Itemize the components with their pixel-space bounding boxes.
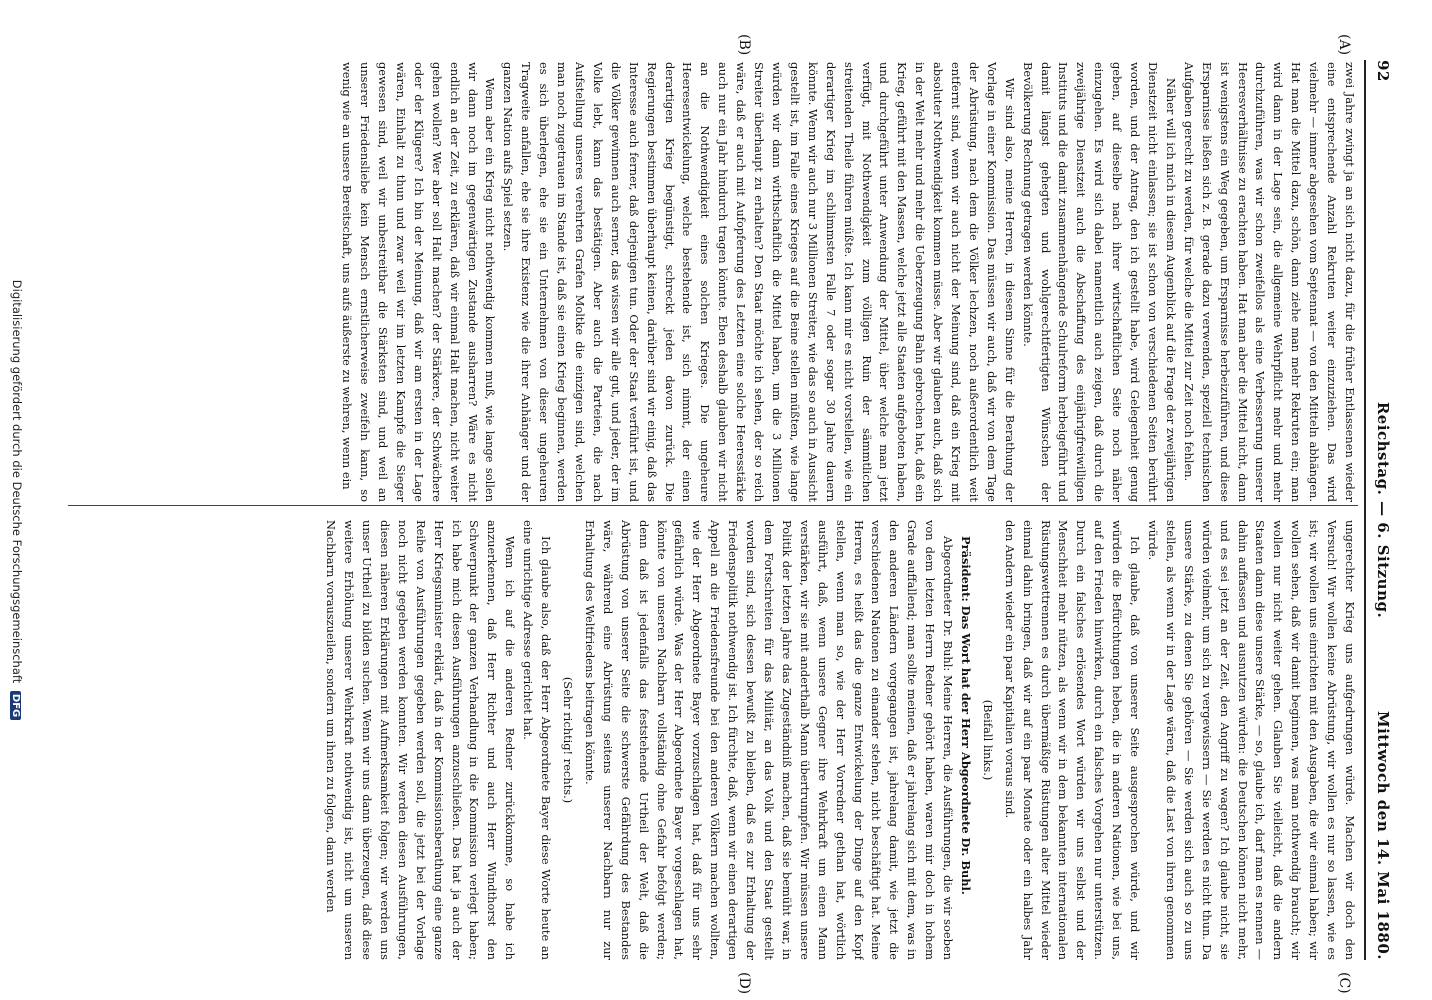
digitization-footer <box>2 0 24 1000</box>
paragraph: Ich glaube, daß von unserer Seite ausgesprochen würde, und wir würden die Befürchtungen heben, die in anderen Nationen, wie bei uns, auf den Frieden hinwirken, durch ein falsches Vorgehen nur unterstützen. Durch ein falsches erlösendes Wort würden wir uns selbst und der Menschheit mehr nützen, als wenn wir in dem bekannten internationalen Rüstungswettrennen es durch übermäßige Rüstungen alter Mittel wieder einmal dahin bringen, daß wir auf ein paar Monate oder ein halbes Jahr den Andern wieder ein paar Kapitalien voraus sind. <box>1002 520 1143 960</box>
interjection: (Beifall links.) <box>980 699 995 781</box>
paragraph: ungerechter Krieg uns aufgedrungen würde. Machen wir doch den Versuch! Wir wollen keine Abrüstung, wir wollen es nur so lassen, wie es ist; wir wollen uns einrichten mit den Ausgaben, die wir einmal haben; wir wollen sehen, daß wir damit beginnen, was man nothwendig braucht; wir wollen nur nicht weiter gehen. Glauben Sie vielleicht, daß die andern Staaten dann diese unsere Stärke, — so, glaube ich, darf man es nennen — dahin auffassen und ausnutzen würden: die Deutschen können nicht mehr, und es sei jetzt an der Zeit, den Angriff zu wagen? Ich glaube nicht, sie würden vielmehr, um sich zu vergewissern — Sie werden es nicht thun. Da unsere Stärke, zu denen Sie gehören — Sie werden sich auch so zu uns stellen, als wenn wir in der Lage wären, daß die Last von ihren genommen würde. <box>1146 520 1357 960</box>
paragraph: Abgeordneter Dr. Buhl: Meine Herren, die Ausführungen, die wir soeben von dem letzten Herrn Redner gehört haben, waren mir doch in hohem Grade auffallend; man sollte meinen, daß er jahrelang sich mit dem, was in den anderen Ländern vorgegangen ist, jahrelang damit, wie jetzt die verschiedenen Nationen zu einander stehen, nicht beschäftigt hat. Meine Herren, es heißt das die ganze Entwickelung der Dinge auf den Kopf stellen, wenn man so, wie der Herr Vorredner gethan hat, wörtlich ausführt, daß, wenn unsere Gegner ihre Wehrkraft um einen Mann verstärken, wir sie mit anderthalb Mann übertrumpfen. Wir müssen unsere Politik der letzten Jahre das Zugeständniß machen, daß sie bemüht war, in dem Fortschreiten für das Militär, an das Volk und den Staat gestellt worden sind, sich dessen bewußt zu bleiben, daß es zur Erhaltung der Friedenspolitik nothwendig ist. Ich fürchte, daß, wenn wir einen derartigen Appell an die Friedensfreunde bei den anderen Völkern machen wollten, wie der Herr Abgeordnete Bayer vorzuschlagen hat, daß für uns sehr gefährlich würde. Was der Herr Abgeordnete Bayer vorgeschlagen hat, könnte von unseren Nachbarn vollständig ohne Gefahr befolgt werden; denn daß ist jedenfalls das feststehende Urtheil der Welt, daß die Abrüstung von unserer Seite die schwerste Gefährdung des Bestandes wäre, während eine Abrüstung seitens unserer Nachbarn nur zur Erhaltung des Weltfriedens beitragen könnte. <box>582 520 956 960</box>
header-rule <box>1364 60 1366 960</box>
paragraph: Wir sind also, meine Herren, in diesem Sinne für die Berathung der Vorlage in einer Kommission. Das müssen wir auch, daß wir von dem Tage der Abrüstung, nach dem die Völker lechzen, noch außerordentlich weit entfernt sind, wenn wir auch nicht der Meinung sind, daß ein Krieg mit absoluter Nothwendigkeit kommen müsse. Aber wir glauben auch, daß sich in der Welt mehr und mehr die Ueberzeugung Bahn gebrochen hat, daß ein Krieg, geführt mit den Massen, welche jetzt alle Staaten aufgeboten haben, und durchgeführt unter Anwendung der Mittel, über welche man jetzt verfügt, mit Nothwendigkeit zum völligen Ruin der sämmtlichen streitenden Theile führen müßte. Ich kann mir es nicht vorstellen, wie ein derartiger Krieg im schlimmsten Falle 7 oder sogar 30 Jahre dauern könnte. Wenn wir auch nur 3 Millionen Streiter, wie das so auch in Aussicht gestellt ist, im Falle eines Krieges auf die Beine stellen müßten, wie lange würden wir dann wirthschaftlich die Mittel haben, um die 3 Millionen Streiter überhaupt zu erhalten? Den Staat möchte ich sehen, der so reich wäre, daß er auch mit Aufopferung des Letzten eine solche Heeresstärke auch nur ein Jahr hindurch tragen könnte. Eben deshalb glauben wir nicht an die Nothwendigkeit eines solchen Krieges. Die ungeheure Heeresentwickelung, welche bestehende ist, sich nimmt, der einen derartigen Krieg begünstigt, schreckt jeden davon zurück. Die Regierungen bestimmen überhaupt keinen, darüber sind wir einig, daß das Interesse auch ferner, daß derjenigen tun. Oder der Staat verführt ist, und die Völker gewinnen auch serner, das wissen wir alle gut, und jeder, der im Volke lebt, kann das bestätigen. Aber auch die Parteien, die nach Aufstellung unseres verehrten Grafen Moltke die einzigen sind, welchen man noch zugetrauen im Stande ist, daß sie einen Krieg beginnen, werden es sich überlegen, ehe sie ein Unternehmen von dieser ungeheuren Tragweite anfallen, ehe sie ihre Existenz wie die ihrer Anhänger und der ganzen Nation aufs Spiel setzen. <box>501 62 1017 502</box>
footer-text: Digitalisierung gefördert durch die Deutsche Forschungsgemeinschaft <box>10 279 24 684</box>
paragraph: zwei Jahre zwingt ja an sich nicht dazu, für die früher Entlassenen wieder eine entsprechende Anzahl Rekruten weiter einzuziehen. Das wird vielmehr — immer abgesehen vom Septennat — von den Mitteln abhängen. Hat man die Mittel dazu, schön, dann ziehe man mehr Rekruten ein; man wird dann in der Lage sein, die allgemeine Wehrpflicht mehr und mehr durchzuführen, was wir schon zweifellos als eine Verbesserung unserer Heeresverhältnisse zu erachten haben. Hat man aber die Mittel nicht, dann ist wenigstens ein Weg gegeben, um Ersparnisse herbeizuführen, und diese Ersparnisse ließen sich z. B. gerade dazu verwenden, speziell technischen Aufgaben gerecht zu werden, für welche die Mittel zur Zeit noch fehlen. <box>1181 62 1357 502</box>
dfg-logo: DFG <box>10 691 21 720</box>
left-text-column <box>68 62 1358 502</box>
interjection: (Sehr richtig! rechts.) <box>561 676 576 804</box>
speaker-paragraph: Präsident: Das Wort hat der Herr Abgeordnete Dr. Buhl. <box>958 536 973 895</box>
column-divider <box>68 505 1358 506</box>
session-date: Mittwoch den 14. Mai 1880. <box>1374 710 1392 960</box>
paragraph: Wenn aber ein Krieg nicht nothwendig kommen muß, wie lange sollen wir dann noch im gegenwärtigen Zustande ausharren? Wäre es nicht endlich an der Zeit, zu erklären, daß wir einmal Halt machen, nicht weiter gehen wollen? Wer aber soll Halt machen? der Stärkere, der Schwächere oder der Klügere? Ich bin der Meinung, daß wir am ersten in der Lage wären, Einhalt zu thun und zwar weil wir im letzten Kampfe die Sieger gewesen sind, weil wir unbestreitbar die Stärksten sind, und weil an unserer Friedensliebe kein Mensch ernstlicherweise zweifeln kann, so wenig wie an unsere Bereitschaft, uns aufs äußerste zu wehren, wenn ein <box>340 62 498 502</box>
paragraph: Näher will ich mich in diesem Augenblick auf die Frage der zweijährigen Dienstzeit nicht einlassen; sie ist schon von verschiedenen Seiten berührt worden, und der Antrag, den ich gestellt habe, wird Gelegenheit genug geben, auf dieselbe nach ihrer wirtschaftlichen Seite noch näher einzugehen. Es wird sich dabei namentlich auch zeigen, daß durch die zweijährige Dienstzeit auch die Abschaffung des einjährigfreiwilligen Instituts und die damit zusammenhängende Schulreform herbeigeführt und damit längst gehegten und wohlgerechtfertigten Wünschen der Bevölkerung Rechnung getragen werden könnte. <box>1020 62 1178 502</box>
page-header <box>1368 60 1392 960</box>
session-title: Reichstag. — 6. Sitzung. <box>1374 401 1392 619</box>
margin-marker-b: (B) <box>736 34 752 56</box>
margin-marker-d: (D) <box>736 972 752 995</box>
right-text-column <box>68 520 1358 960</box>
page-number: 92 <box>1374 60 1392 82</box>
margin-marker-a: (A) <box>1336 34 1352 56</box>
margin-marker-c: (C) <box>1336 972 1352 994</box>
paragraph: Ich glaube also, daß der Herr Abgeordnete Bayer diese Worte heute an eine unrichtige Adresse gerichtet hat. <box>521 520 554 960</box>
paragraph: Wenn ich auf die anderen Redner zurückkomme, so habe ich anzuerkennen, daß Herr Richter und auch Herr Windthorst den Schwerpunkt der ganzen Verhandlung in die Kommission verlegt haben; ich habe mich diesen Ausführungen anzuschließen. Das hat ja auch der Herr Kriegsminister erklärt, daß in der Kommissionsberathung eine ganze Reihe von Ausführungen gegeben werden soll, die jetzt bei der Vorlage noch nicht gegeben werden konnten. Wir werden diesen Ausführungen, diesen näheren Erklärungen mit Aufmerksamkeit folgen; wir werden uns unser Urtheil zu bilden suchen. Wenn wir uns dann überzeugen, daß diese weitere Erhöhung unserer Wehrkraft nothwendig ist, nicht um unseren Nachbarn vorauszueilen, sondern um ihnen zu folgen, dann werden <box>324 520 518 960</box>
